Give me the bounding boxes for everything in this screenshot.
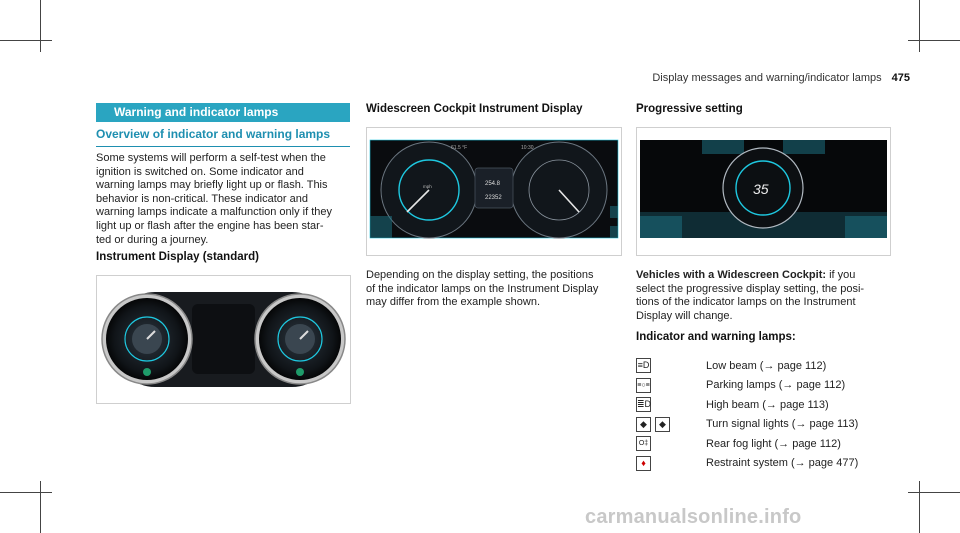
widescreen-illustration (367, 128, 621, 255)
rear-fog-light-icon: O‡ (636, 436, 651, 451)
instrument-standard-figure (96, 275, 351, 404)
crop-mark (0, 40, 52, 41)
cluster-illustration (97, 276, 350, 403)
text-line: behavior is non-critical. These indicator and (96, 192, 308, 205)
vehicles-text: if you (826, 269, 856, 281)
temp-readout: 61.5 °F (451, 145, 468, 151)
banner-title: Warning and indicator lamps (114, 105, 279, 119)
crop-mark (919, 0, 920, 52)
list-item (636, 454, 876, 474)
list-item (636, 434, 876, 454)
lamp-label[interactable]: Parking lamps (→ page 112) (706, 379, 846, 392)
lamp-label[interactable]: Low beam (→ page 112) (706, 359, 827, 372)
parking-lamps-icon: ≡○≡ (636, 378, 651, 393)
caption-paragraph (366, 269, 626, 310)
list-item (636, 395, 876, 415)
time-readout: 10:30 (521, 145, 534, 151)
lamp-label[interactable]: Rear fog light (→ page 112) (706, 437, 841, 450)
text-line: ignition is switched on. Some indicator and (96, 165, 304, 178)
progressive-figure (636, 127, 891, 256)
lamp-label[interactable]: Turn signal lights (→ page 113) (706, 418, 859, 431)
text-line (636, 269, 906, 283)
text-line: ted or during a journey. (96, 233, 209, 246)
page-number: 475 (891, 72, 910, 84)
lamp-label[interactable]: High beam (→ page 113) (706, 398, 829, 411)
text-line: light up or flash after the engine has been star- (96, 219, 324, 232)
restraint-system-icon: ♦ (636, 456, 651, 471)
text-line: may differ from the example shown. (366, 296, 541, 309)
crop-mark (0, 492, 52, 493)
section-title: Display messages and warning/indicator lamps (652, 72, 882, 84)
crop-mark (40, 481, 41, 533)
speed-readout: 35 (753, 181, 769, 197)
lamp-label[interactable]: Restraint system (→ page 477) (706, 457, 859, 470)
progressive-heading: Progressive setting (636, 103, 743, 115)
units-label: mph (423, 184, 432, 189)
watermark: carmanualsonline.info (585, 506, 802, 528)
intro-paragraph (96, 152, 352, 247)
text-line: Some systems will perform a self-test when the (96, 152, 326, 164)
crop-mark (40, 0, 41, 52)
high-beam-icon: ≣D (636, 397, 651, 412)
page-header (652, 72, 910, 84)
section-banner (96, 103, 350, 122)
trip-readout: 254.8 (485, 181, 501, 187)
low-beam-icon: ≡D (636, 358, 651, 373)
turn-signal-right-icon: ◆ (655, 417, 670, 432)
text-line: warning lamps may briefly light up or flash. This (96, 179, 328, 192)
list-item (636, 376, 876, 396)
text-line: select the progressive display setting, the posi- (636, 282, 865, 295)
vehicles-bold: Vehicles with a Widescreen Cockpit: (636, 269, 827, 281)
odometer-readout: 22352 (485, 195, 502, 201)
text-line: Display will change. (636, 309, 733, 322)
instrument-heading: Instrument Display (standard) (96, 251, 259, 263)
vehicles-paragraph (636, 269, 906, 323)
crop-mark (919, 481, 920, 533)
text-line: of the indicator lamps on the Instrument Display (366, 282, 599, 295)
lamp-list (636, 356, 876, 473)
text-line: warning lamps indicate a malfunction only if they (96, 206, 333, 219)
text-line: tions of the indicator lamps on the Instrument (636, 296, 856, 309)
widescreen-figure (366, 127, 622, 256)
text-line: Depending on the display setting, the positions (366, 269, 594, 281)
list-item (636, 415, 876, 435)
crop-mark (908, 492, 960, 493)
crop-mark (908, 40, 960, 41)
lamps-heading: Indicator and warning lamps: (636, 331, 796, 343)
turn-signal-left-icon: ◆ (636, 417, 651, 432)
widescreen-heading: Widescreen Cockpit Instrument Display (366, 103, 583, 115)
subheading: Overview of indicator and warning lamps (96, 127, 350, 147)
list-item (636, 356, 876, 376)
progressive-illustration (637, 128, 890, 255)
